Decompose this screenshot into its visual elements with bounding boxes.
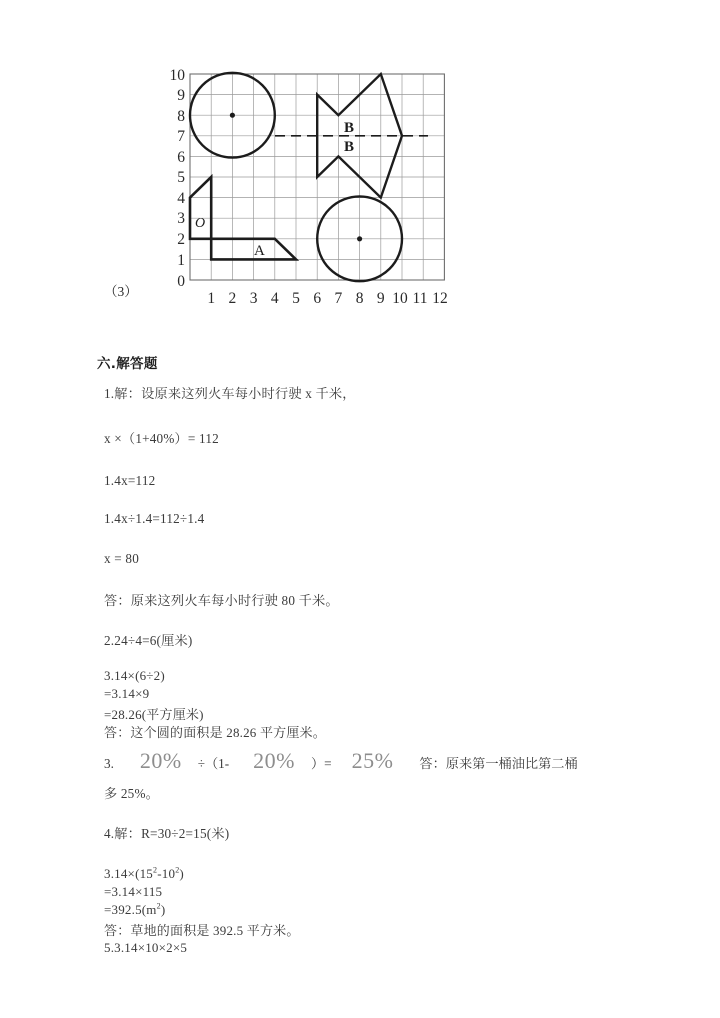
q2-line-3: =3.14×9 [104, 686, 150, 701]
q3-answer-line-2: 多 25%。 [104, 786, 160, 801]
q3-operator-close: ）= [310, 756, 332, 771]
x-tick-7: 7 [334, 290, 343, 307]
y-tick-0: 0 [177, 273, 185, 290]
y-tick-9: 9 [177, 87, 185, 104]
q4-l2-sup2: 2 [175, 865, 180, 875]
q4-l2-mid: -10 [157, 866, 176, 881]
q3-percent-1: 20% [139, 748, 182, 773]
q3-percent-2: 20% [253, 748, 295, 773]
q1-line-5: x = 80 [104, 551, 140, 566]
q3-percent-3: 25% [351, 748, 394, 773]
q4-l4-pre: =392.5(m [104, 902, 157, 917]
q1-line-4: 1.4x÷1.4=112÷1.4 [104, 511, 205, 526]
q2-line-4: =28.26(平方厘米) [104, 707, 204, 722]
coordinate-figure [96, 58, 636, 328]
q4-l4-post: ) [160, 902, 166, 917]
y-tick-8: 8 [177, 108, 185, 125]
q4-line-4 [104, 902, 165, 918]
q2-answer-line: 答：这个圆的面积是 28.26 平方厘米。 [104, 725, 326, 740]
section-heading-six: 六.解答题 [97, 356, 158, 372]
q1-line-3: 1.4x=112 [104, 473, 156, 488]
y-tick-2: 2 [177, 231, 185, 248]
y-tick-10: 10 [169, 67, 185, 84]
x-tick-2: 2 [228, 290, 237, 307]
y-tick-5: 5 [177, 169, 185, 186]
x-tick-12: 12 [432, 290, 448, 307]
x-axis-tick-labels [207, 290, 447, 307]
q5-line-1: 5.3.14×10×2×5 [104, 940, 188, 955]
y-tick-4: 4 [177, 190, 185, 207]
x-tick-6: 6 [313, 290, 322, 307]
q4-l4-sup: 2 [156, 901, 161, 911]
y-tick-6: 6 [177, 149, 185, 166]
q4-line-2 [104, 866, 184, 882]
label-origin-o: O [195, 216, 206, 231]
y-tick-3: 3 [177, 210, 185, 227]
figure-number-label: （3） [104, 284, 138, 299]
q4-l2-pre: 3.14×(15 [104, 866, 154, 881]
circle-bottom-right-center-dot [357, 236, 362, 241]
x-tick-1: 1 [207, 290, 216, 307]
y-tick-1: 1 [177, 252, 185, 269]
q3-operator-divide: ÷（1- [197, 756, 230, 771]
x-tick-8: 8 [355, 290, 364, 307]
q4-l2-post: ) [179, 866, 184, 881]
q3-index: 3. [104, 756, 114, 771]
q2-line-1: 2.24÷4=6(厘米) [104, 633, 193, 648]
coordinate-grid-svg [148, 58, 448, 318]
q3-answer-tail: 答：原来第一桶油比第二桶 [419, 756, 578, 771]
y-tick-7: 7 [177, 128, 185, 145]
label-b-lower: B [344, 139, 355, 155]
x-tick-11: 11 [412, 290, 428, 307]
x-tick-3: 3 [249, 290, 258, 307]
q1-line-1: 1.解：设原来这列火车每小时行驶 x 千米， [104, 386, 356, 401]
x-tick-4: 4 [270, 290, 279, 307]
circle-top-left-center-dot [230, 113, 235, 118]
label-shape-a: A [254, 243, 265, 259]
q4-line-3: =3.14×115 [104, 884, 163, 899]
x-tick-9: 9 [376, 290, 385, 307]
x-tick-5: 5 [292, 290, 300, 307]
q4-line-1: 4.解：R=30÷2=15(米) [104, 826, 230, 841]
q1-line-2: x ×（1+40%）= 112 [104, 431, 219, 446]
q1-answer-line: 答：原来这列火车每小时行驶 80 千米。 [104, 593, 339, 608]
q4-l2-sup1: 2 [153, 865, 158, 875]
q2-line-2: 3.14×(6÷2) [104, 668, 165, 683]
label-b-upper: B [344, 120, 355, 136]
q3-expression-row [104, 748, 578, 774]
q4-answer-line: 答：草地的面积是 392.5 平方米。 [104, 923, 300, 938]
y-axis-tick-labels [170, 67, 186, 290]
x-tick-10: 10 [392, 290, 408, 307]
